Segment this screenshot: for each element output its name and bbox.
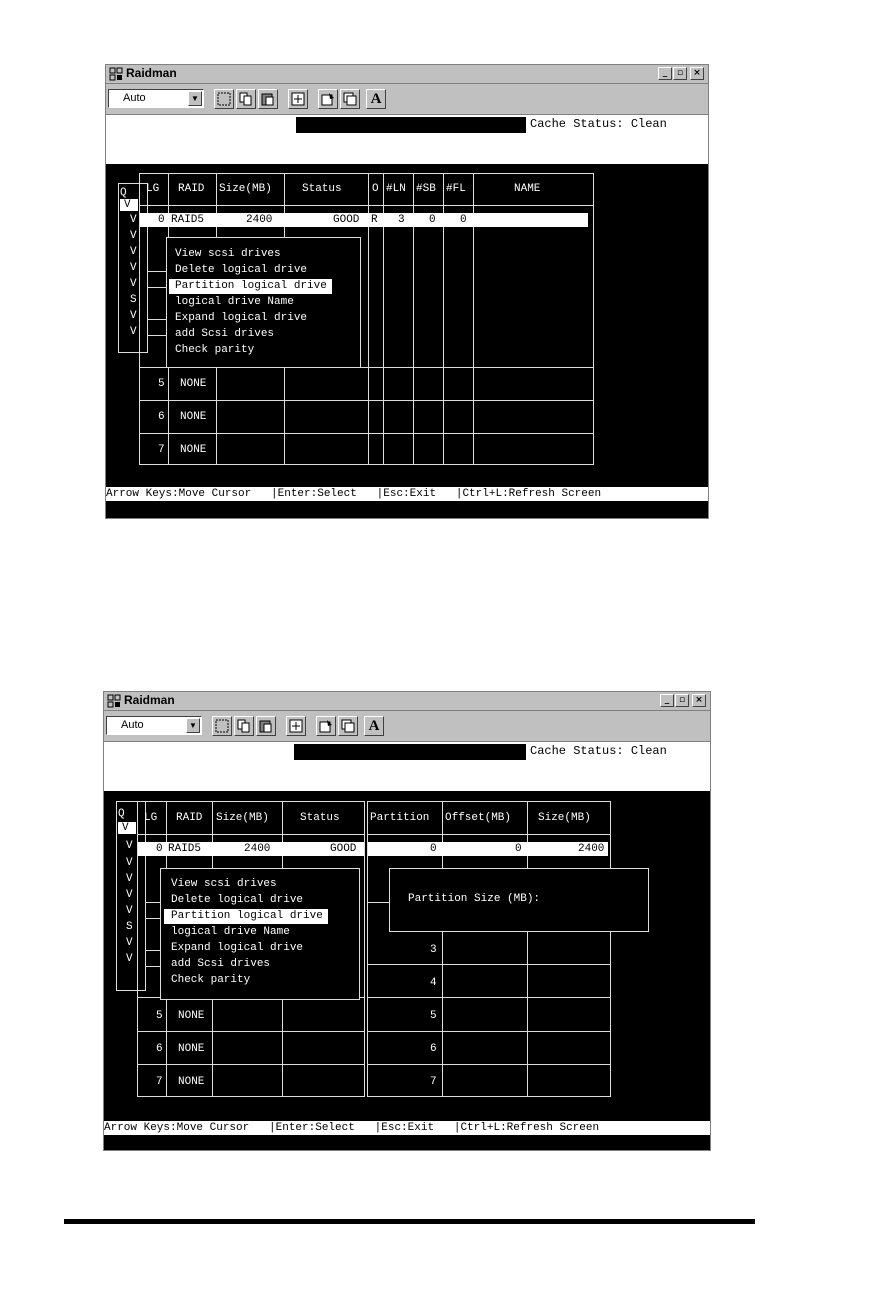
close-button[interactable]: ×	[692, 694, 706, 707]
cell-lg: 7	[158, 444, 165, 456]
minimize-button[interactable]: _	[658, 67, 672, 80]
row-divider	[367, 1064, 611, 1065]
tree-connector	[146, 902, 160, 903]
header-divider	[367, 834, 611, 835]
partition-size-dialog	[389, 868, 649, 932]
col-header: Size(MB)	[216, 812, 269, 824]
header-divider	[139, 205, 594, 206]
cell-o: R	[371, 214, 378, 226]
font-size-value: Auto	[123, 92, 146, 104]
logical-drive-menu	[166, 237, 361, 368]
fullscreen-button[interactable]	[288, 89, 308, 109]
row-divider	[137, 1031, 365, 1032]
menu-item-delete-logical-drive[interactable]: Delete logical drive	[175, 264, 308, 276]
col-header: RAID	[176, 812, 203, 824]
cell-raid: NONE	[180, 411, 207, 423]
logical-drive-menu	[160, 868, 360, 1000]
properties-button[interactable]	[316, 716, 336, 736]
row-divider	[367, 964, 611, 965]
paste-icon	[259, 719, 273, 733]
window-title: Raidman	[126, 66, 177, 80]
cell-partition: 7	[430, 1076, 437, 1088]
status-bar: Arrow Keys:Move Cursor |Enter:Select |Esc:Exit |Ctrl+L:Refresh Screen	[106, 487, 708, 501]
cell-partition: 3	[430, 944, 437, 956]
tree-connector	[148, 271, 166, 272]
fullscreen-icon	[291, 92, 305, 106]
toolbar	[106, 84, 708, 115]
cell-partition: 6	[430, 1043, 437, 1055]
cell-lg: 6	[156, 1043, 163, 1055]
col-header: Partition	[370, 812, 430, 824]
menu-item-partition-logical-drive[interactable]: Partition logical drive	[164, 909, 328, 924]
font-size-value: Auto	[121, 719, 144, 731]
menu-item-view-scsi-drives[interactable]: View scsi drives	[171, 878, 277, 890]
left-panel-row[interactable]: V	[126, 873, 133, 885]
mark-icon	[215, 719, 229, 733]
page-divider	[64, 1219, 755, 1224]
dialog-connector	[367, 902, 389, 903]
cache-status: Cache Status: Clean	[530, 744, 667, 758]
col-header: #FL	[446, 183, 466, 195]
left-panel-row[interactable]: V	[122, 822, 129, 834]
cell-fl: 0	[460, 214, 467, 226]
mark-button[interactable]	[212, 716, 232, 736]
properties-icon	[319, 719, 333, 733]
cell-partition: 4	[430, 977, 437, 989]
left-panel-row[interactable]: V	[130, 310, 137, 322]
cell-partition-size: 2400	[578, 843, 605, 855]
minimize-button[interactable]: _	[660, 694, 674, 707]
left-panel-header: Q	[120, 187, 127, 199]
col-header: Size(MB)	[219, 183, 272, 195]
left-panel-row[interactable]: V	[126, 889, 133, 901]
raidman-app-icon	[109, 67, 123, 81]
cell-status: GOOD	[333, 214, 360, 226]
col-header: O	[372, 183, 379, 195]
menu-item-logical-drive-name[interactable]: logical drive Name	[175, 296, 294, 308]
left-panel-row[interactable]: V	[126, 937, 133, 949]
raidman-app-icon	[107, 694, 121, 708]
copy-button[interactable]	[234, 716, 254, 736]
paste-button[interactable]	[258, 89, 278, 109]
copy-icon	[239, 92, 253, 106]
cell-ln: 3	[398, 214, 405, 226]
cell-size: 2400	[244, 843, 271, 855]
cell-raid: NONE	[178, 1010, 205, 1022]
cell-raid: RAID5	[168, 843, 202, 855]
left-panel-row[interactable]: V	[126, 905, 133, 917]
title-highlight	[296, 117, 526, 133]
left-panel-row[interactable]: V	[130, 262, 137, 274]
fullscreen-button[interactable]	[286, 716, 306, 736]
cache-status: Cache Status: Clean	[530, 117, 667, 131]
row-divider	[367, 1031, 611, 1032]
selected-partition-row[interactable]	[368, 842, 608, 856]
tree-connector	[146, 950, 160, 951]
chevron-down-icon[interactable]: ▼	[186, 718, 200, 733]
font-button[interactable]: A	[364, 716, 384, 736]
background-icon	[343, 92, 357, 106]
header-divider	[137, 834, 365, 835]
cell-sb: 0	[429, 214, 436, 226]
font-button[interactable]: A	[366, 89, 386, 109]
left-panel-row[interactable]: V	[130, 246, 137, 258]
cell-raid: NONE	[180, 378, 207, 390]
col-header: Status	[300, 812, 340, 824]
paste-button[interactable]	[256, 716, 276, 736]
tree-connector	[116, 990, 146, 991]
status-bar: Arrow Keys:Move Cursor |Enter:Select |Esc:Exit |Ctrl+L:Refresh Screen	[104, 1121, 710, 1135]
selected-row[interactable]	[140, 213, 588, 227]
col-header: #SB	[416, 183, 436, 195]
console-area	[104, 742, 710, 1150]
left-panel-row[interactable]: V	[130, 326, 137, 338]
row-divider	[137, 1064, 365, 1065]
background-button[interactable]	[338, 716, 358, 736]
menu-item-add-scsi-drives[interactable]: add Scsi drives	[171, 958, 271, 970]
row-divider	[367, 997, 611, 998]
close-button[interactable]: ×	[690, 67, 704, 80]
left-panel-row[interactable]: S	[126, 921, 133, 933]
cell-lg: 5	[158, 378, 165, 390]
col-header: LG	[146, 183, 160, 195]
cell-raid: NONE	[178, 1043, 205, 1055]
cell-lg: 6	[158, 411, 165, 423]
fullscreen-icon	[289, 719, 303, 733]
tree-connector	[148, 335, 166, 336]
col-header: #LN	[386, 183, 406, 195]
cell-partition: 0	[430, 843, 437, 855]
row-divider	[139, 433, 594, 434]
menu-item-partition-logical-drive[interactable]: Partition logical drive	[169, 279, 332, 294]
paste-icon	[261, 92, 275, 106]
raidman-window-2	[103, 691, 711, 1151]
partition-size-label: Partition Size (MB):	[408, 893, 541, 905]
top-info-band	[106, 115, 708, 164]
tree-connector	[146, 918, 160, 919]
menu-item-check-parity[interactable]: Check parity	[175, 344, 255, 356]
cell-offset: 0	[515, 843, 522, 855]
cell-raid: NONE	[178, 1076, 205, 1088]
menu-item-delete-logical-drive[interactable]: Delete logical drive	[171, 894, 304, 906]
col-header: LG	[144, 812, 158, 824]
title-bar[interactable]	[104, 692, 710, 711]
top-info-band	[104, 742, 710, 791]
tree-connector	[148, 287, 166, 288]
row-divider	[139, 400, 594, 401]
toolbar	[104, 711, 710, 742]
menu-item-check-parity[interactable]: Check parity	[171, 974, 251, 986]
cell-size: 2400	[246, 214, 273, 226]
maximize-button[interactable]: ▫	[673, 67, 687, 80]
col-header: RAID	[178, 183, 205, 195]
col-header: Size(MB)	[538, 812, 591, 824]
tree-connector	[146, 966, 160, 967]
menu-item-logical-drive-name[interactable]: logical drive Name	[171, 926, 290, 938]
properties-icon	[321, 92, 335, 106]
background-icon	[341, 719, 355, 733]
background-button[interactable]	[340, 89, 360, 109]
title-highlight	[294, 744, 526, 760]
cell-raid: NONE	[180, 444, 207, 456]
cell-raid: RAID5	[171, 214, 205, 226]
col-header: Status	[302, 183, 342, 195]
left-panel-header: Q	[118, 808, 125, 820]
col-header: NAME	[514, 183, 541, 195]
window-title: Raidman	[124, 693, 175, 707]
copy-icon	[237, 719, 251, 733]
console-area	[106, 115, 708, 518]
cell-lg: 0	[156, 843, 163, 855]
left-panel-row[interactable]: S	[130, 294, 137, 306]
left-panel-row[interactable]: V	[126, 953, 133, 965]
menu-item-view-scsi-drives[interactable]: View scsi drives	[175, 248, 281, 260]
tree-connector	[148, 319, 166, 320]
properties-button[interactable]	[318, 89, 338, 109]
cell-lg: 5	[156, 1010, 163, 1022]
mark-icon	[217, 92, 231, 106]
left-panel-row[interactable]: V	[130, 278, 137, 290]
left-panel-row[interactable]: V	[126, 857, 133, 869]
cell-status: GOOD	[330, 843, 357, 855]
font-size-select[interactable]	[108, 89, 204, 108]
cell-lg: 0	[158, 214, 165, 226]
col-header: Offset(MB)	[445, 812, 512, 824]
menu-item-expand-logical-drive[interactable]: Expand logical drive	[171, 942, 304, 954]
title-bar[interactable]	[106, 65, 708, 84]
raidman-window-1	[105, 64, 709, 519]
left-panel-row[interactable]: V	[126, 840, 133, 852]
font-size-select[interactable]	[106, 716, 202, 735]
cell-partition: 5	[430, 1010, 437, 1022]
chevron-down-icon[interactable]: ▼	[188, 91, 202, 106]
menu-item-expand-logical-drive[interactable]: Expand logical drive	[175, 312, 308, 324]
mark-button[interactable]	[214, 89, 234, 109]
left-panel-row[interactable]: V	[130, 230, 137, 242]
left-panel-row[interactable]: V	[124, 199, 131, 211]
partition-size-input[interactable]	[572, 893, 580, 906]
maximize-button[interactable]: ▫	[675, 694, 689, 707]
left-panel-row[interactable]: V	[130, 214, 137, 226]
cell-lg: 7	[156, 1076, 163, 1088]
copy-button[interactable]	[236, 89, 256, 109]
menu-item-add-scsi-drives[interactable]: add Scsi drives	[175, 328, 275, 340]
